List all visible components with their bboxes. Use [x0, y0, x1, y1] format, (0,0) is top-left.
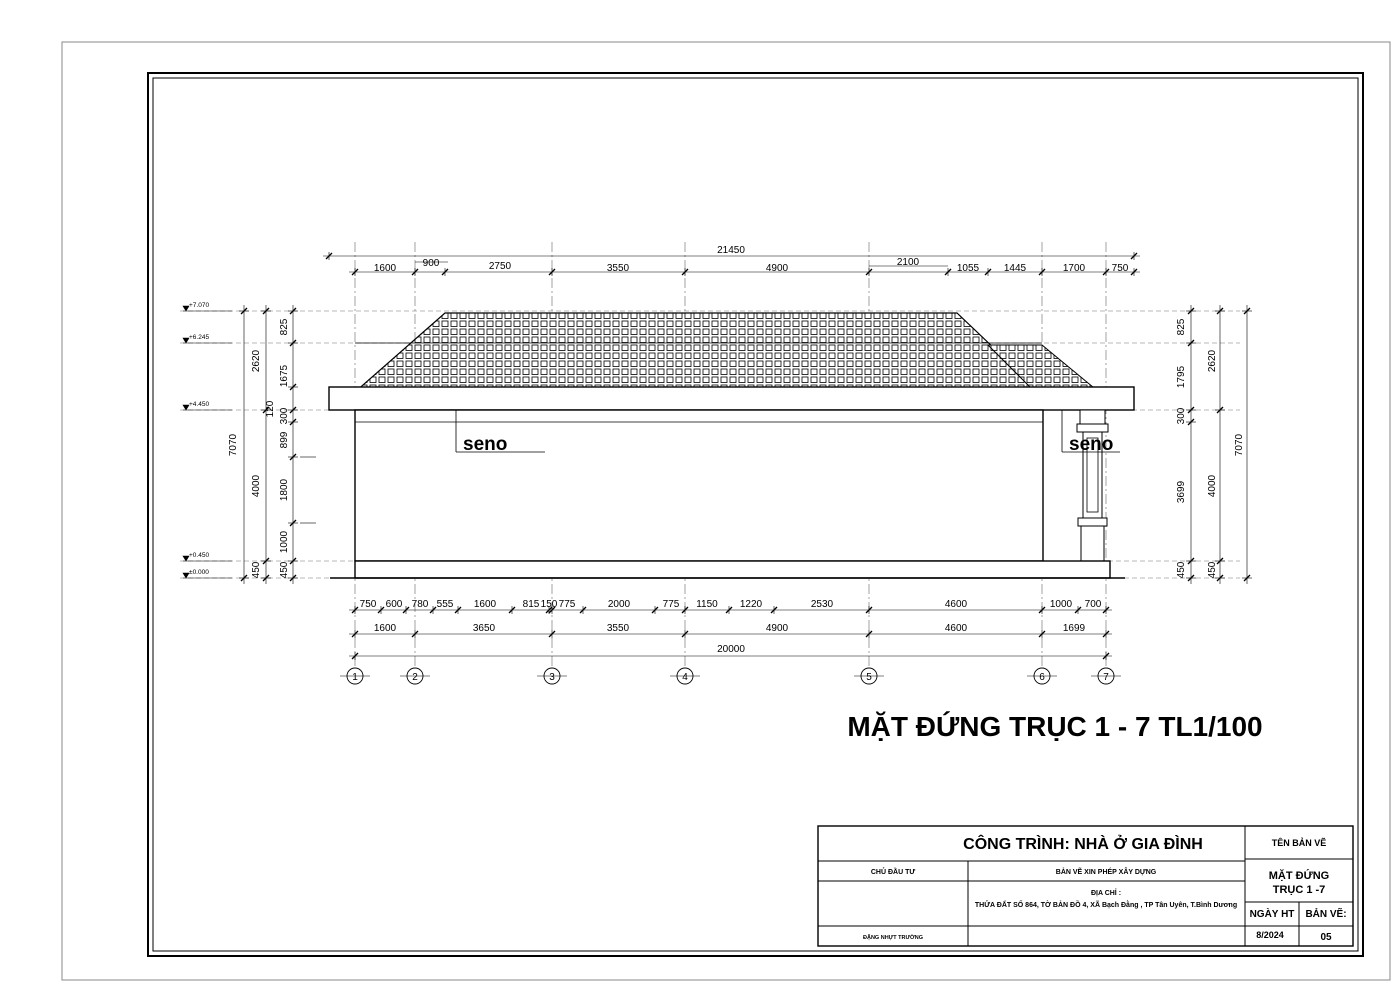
sheet-no-value: 05 [1320, 932, 1332, 943]
dim-right: 300 [1176, 407, 1187, 425]
sheet-no-label: BẢN VẼ: [1305, 909, 1347, 920]
sheet-name-label: TÊN BẢN VẼ [1271, 838, 1327, 848]
address-value: THỬA ĐẤT SỐ 864, TỜ BẢN ĐỒ 4, XÃ Bạch Đằng , TP Tân Uyên, T.Bình Dương [974, 902, 1238, 909]
dim-top: 2750 [488, 261, 512, 272]
axis-markers [340, 668, 1121, 684]
level-label: +7.070 [189, 302, 210, 309]
dim-bottom: 775 [558, 599, 576, 610]
level-tags [183, 306, 232, 578]
dim-top: 900 [422, 258, 440, 269]
sheet-name-line1: MẶT ĐỨNG [1268, 870, 1330, 882]
sheet-name-line2: TRỤC 1 -7 [1272, 884, 1326, 896]
dim-top: 1700 [1062, 263, 1086, 274]
facade-wall [355, 410, 1043, 561]
dim-top: 750 [1111, 263, 1129, 274]
level-label: +6.245 [189, 334, 210, 341]
dim-left: 300 [279, 407, 290, 425]
dim-bottom: 1000 [1049, 599, 1073, 610]
dim-bottom: 1699 [1062, 623, 1086, 634]
dim-bottom: 555 [436, 599, 454, 610]
address-label: ĐỊA CHỈ : [1090, 890, 1122, 897]
dim-bottom: 1220 [739, 599, 763, 610]
dim-bottom: 4900 [765, 623, 789, 634]
dim-left: 1800 [279, 478, 290, 502]
axis-marker [1091, 668, 1121, 684]
dim-bottom: 3550 [606, 623, 630, 634]
axis-label: 3 [549, 672, 555, 683]
dim-bottom: 700 [1084, 599, 1102, 610]
seno-label-left: seno [463, 434, 508, 455]
dim-left: 1000 [279, 530, 290, 554]
axis-label: 1 [352, 672, 358, 683]
dim-bottom-total: 20000 [717, 644, 745, 655]
top-dimensions [374, 245, 1129, 274]
drawing-type: BẢN VẼ XIN PHÉP XÂY DỰNG [1055, 869, 1157, 876]
owner-label: CHỦ ĐẦU TƯ [870, 869, 916, 876]
dim-bottom: 150 [540, 599, 558, 610]
level-label: +4.450 [189, 401, 210, 408]
dim-bottom: 1600 [473, 599, 497, 610]
dim-bottom: 4600 [944, 623, 968, 634]
dim-bottom: 3650 [472, 623, 496, 634]
dim-top: 1055 [956, 263, 980, 274]
dim-right: 450 [1176, 561, 1187, 579]
dim-left: 4000 [251, 474, 262, 498]
dim-left: 450 [279, 561, 290, 579]
dim-bottom: 2530 [810, 599, 834, 610]
axis-label: 5 [866, 672, 872, 683]
dim-left: 825 [279, 318, 290, 336]
axis-label: 4 [682, 672, 688, 683]
dim-bottom: 600 [385, 599, 403, 610]
right-dimensions [1176, 318, 1245, 578]
dim-bottom: 775 [662, 599, 680, 610]
dim-right: 825 [1176, 318, 1187, 336]
dim-left: 450 [251, 561, 262, 579]
dim-left: 899 [279, 431, 290, 449]
date-value: 8/2024 [1256, 930, 1284, 940]
axis-label: 6 [1039, 672, 1045, 683]
date-label: NGÀY HT [1249, 909, 1295, 920]
dim-bottom: 4600 [944, 599, 968, 610]
dim-right: 7070 [1234, 433, 1245, 457]
axis-label: 2 [412, 672, 418, 683]
dim-left: 2620 [251, 349, 262, 373]
dim-right: 450 [1207, 561, 1218, 579]
axis-marker [854, 668, 884, 684]
dim-bottom: 2000 [607, 599, 631, 610]
dim-top: 3550 [606, 263, 630, 274]
dim-top: 1445 [1003, 263, 1027, 274]
dim-left: 120 [265, 400, 276, 418]
axis-marker [670, 668, 700, 684]
dim-bottom: 750 [359, 599, 377, 610]
roof-eave-band [329, 387, 1134, 410]
dim-bottom: 1600 [373, 623, 397, 634]
main-roof [355, 313, 1040, 392]
axis-marker [1027, 668, 1057, 684]
dim-left: 1675 [279, 364, 290, 388]
project-name: CÔNG TRÌNH: NHÀ Ở GIA ĐÌNH [963, 836, 1203, 853]
left-dimensions [228, 318, 290, 578]
axis-label: 7 [1103, 672, 1109, 683]
axis-marker [340, 668, 370, 684]
dim-right: 3699 [1176, 480, 1187, 504]
dim-left: 7070 [228, 433, 239, 457]
dim-top-total: 21450 [717, 245, 745, 256]
owner-name: ĐẶNG NHỰT TRƯỜNG [863, 935, 923, 941]
level-label: ±0.000 [189, 569, 209, 576]
dim-bottom: 815 [522, 599, 540, 610]
building-elevation [329, 313, 1134, 578]
dim-right: 2620 [1207, 349, 1218, 373]
dim-right: 1795 [1176, 365, 1187, 389]
drawing-title: MẶT ĐỨNG TRỤC 1 - 7 TL1/100 [847, 711, 1263, 742]
title-block [818, 826, 1353, 946]
level-label: +0.450 [189, 552, 210, 559]
dim-top: 2100 [896, 257, 920, 268]
dim-bottom: 1150 [696, 599, 718, 610]
axis-marker [400, 668, 430, 684]
plinth [355, 561, 1110, 578]
seno-label-right: seno [1069, 434, 1114, 455]
dim-top: 4900 [765, 263, 789, 274]
axis-marker [537, 668, 567, 684]
dim-top: 1600 [373, 263, 397, 274]
dim-right: 4000 [1207, 474, 1218, 498]
dim-bottom: 780 [411, 599, 429, 610]
